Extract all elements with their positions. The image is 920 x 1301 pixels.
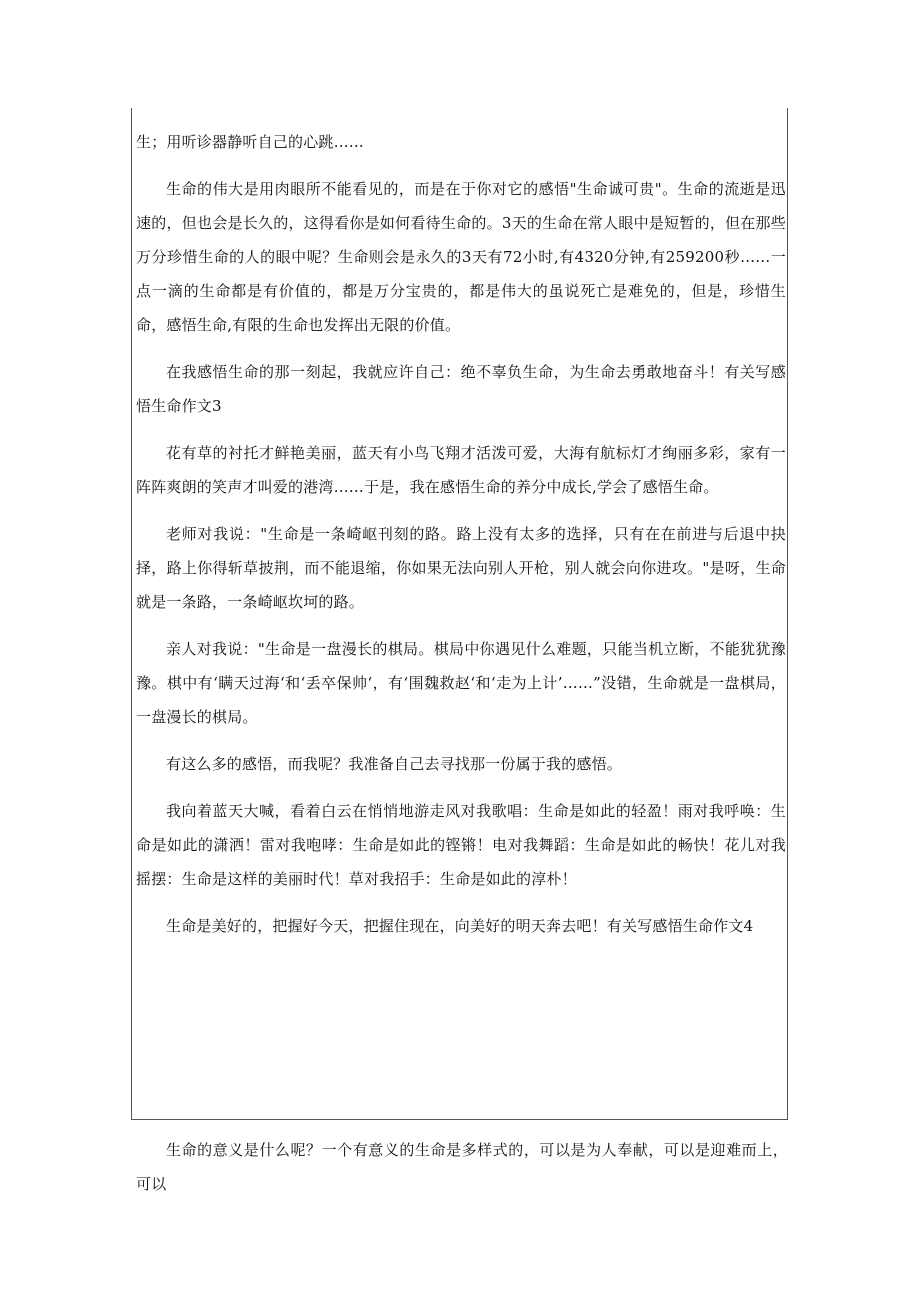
unframed-text-block [136,1133,788,1214]
paragraph-10: 生命的意义是什么呢？一个有意义的生命是多样式的，可以是为人奉献，可以是迎难而上，可以 [136,1141,788,1193]
paragraph-5: 老师对我说："生命是一条崎岖刊刻的路。路上没有太多的选择，只有在在前进与后退中抉择，路上你得斩草披荆，而不能退缩，你如果无法向别人开枪，别人就会向你进攻。"是呀，生命就是一条路，一条崎岖坎坷的路。 [136,525,786,611]
paragraph-1: 生；用听诊器静听自己的心跳…… [136,133,365,151]
paragraph-2: 生命的伟大是用肉眼所不能看见的，而是在于你对它的感悟"生命诚可贵"。生命的流逝是迅速的，但也会是长久的，这得看你是如何看待生命的。3天的生命在常人眼中是短暂的，但在那些万分珍惜生命的人的眼中呢？生命则会是永久的3天有72小时,有4320分钟,有259200秒……一点一滴的生命都是有价值的，都是万分宝贵的，都是伟大的虽说死亡是难免的，但是，珍惜生命，感悟生命,有限的生命也发挥出无限的价值。 [136,180,786,334]
paragraph-6: 亲人对我说："生命是一盘漫长的棋局。棋局中你遇见什么难题，只能当机立断，不能犹犹豫豫。棋中有‘瞒天过海‘和‘丢卒保帅‘，有‘围魏救赵‘和‘走为上计’……”没错，生命就是一盘棋局，一盘漫长的棋局。 [136,640,786,726]
paragraph-4: 花有草的衬托才鲜艳美丽，蓝天有小鸟飞翔才活泼可爱，大海有航标灯才绚丽多彩，家有一阵阵爽朗的笑声才叫爱的港湾……于是，我在感悟生命的养分中成长,学会了感悟生命。 [136,444,786,496]
paragraph-7: 有这么多的感悟，而我呢？我准备自己去寻找那一份属于我的感悟。 [166,755,623,773]
framed-text-block [136,125,786,956]
paragraph-8: 我向着蓝天大喊，看着白云在悄悄地游走风对我歌唱：生命是如此的轻盈！雨对我呼唤：生命是如此的潇洒！雷对我咆哮：生命是如此的铿锵！电对我舞蹈：生命是如此的畅快！花儿对我摇摆：生命是这样的美丽时代！草对我招手：生命是如此的淳朴！ [136,802,786,888]
paragraph-9: 生命是美好的，把握好今天，把握住现在，向美好的明天奔去吧！有关写感悟生命作文4 [166,917,754,935]
paragraph-3: 在我感悟生命的那一刻起，我就应许自己：绝不辜负生命，为生命去勇敢地奋斗！有关写感悟生命作文3 [136,363,786,415]
